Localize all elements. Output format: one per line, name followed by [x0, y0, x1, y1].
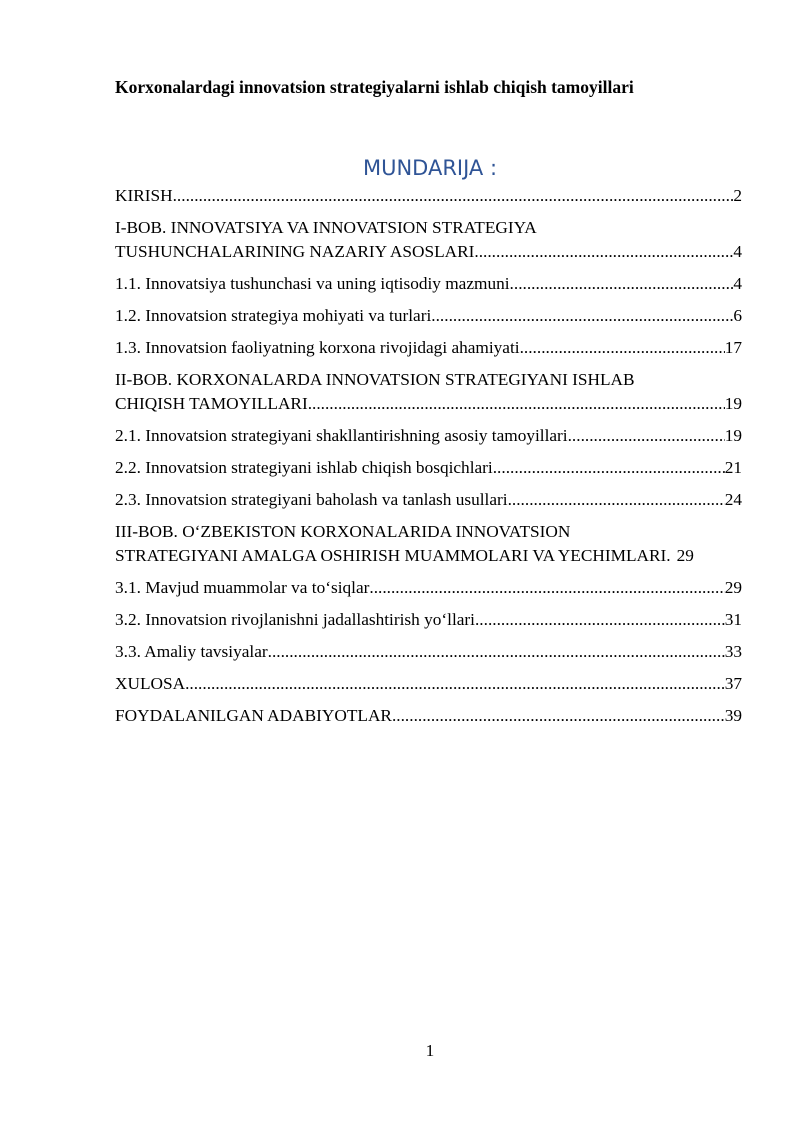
- toc-entry-line: [115, 272, 742, 296]
- page-number: 1: [425, 1041, 435, 1060]
- toc-entry-title: 2.1. Innovatsion strategiyani shakllantirishning asosiy tamoyillari: [115, 426, 568, 445]
- toc-entry-page-number: 19: [724, 426, 742, 445]
- toc-entry-title: 3.3. Amaliy tavsiyalar: [115, 642, 268, 661]
- toc-entry-title: 1.1. Innovatsiya tushunchasi va uning iqtisodiy mazmuni: [115, 274, 510, 293]
- dot-leader: [185, 672, 725, 696]
- document-title: Korxonalardagi innovatsion strategiyalarni ishlab chiqish tamoyillari: [115, 77, 634, 97]
- toc-entry-title: 2.3. Innovatsion strategiyani baholash va tanlash usullari: [115, 490, 508, 509]
- toc-entry-line: [115, 608, 742, 632]
- toc-entry[interactable]: [115, 608, 742, 632]
- toc-entry-title: 1.2. Innovatsion strategiya mohiyati va turlari: [115, 306, 432, 325]
- toc-entry-page-number: 33: [724, 642, 742, 661]
- dot-leader: [520, 336, 725, 360]
- toc-entry-line: [115, 240, 742, 264]
- toc-entry-line: [115, 392, 742, 416]
- toc-entry[interactable]: [115, 488, 742, 512]
- dot-leader: [369, 576, 724, 600]
- toc-entry-page-number: 6: [733, 306, 742, 325]
- toc-entry[interactable]: [115, 272, 742, 296]
- toc-entry[interactable]: [115, 704, 742, 728]
- toc-entry-page-number: 29: [724, 578, 742, 597]
- toc-entry-title: FOYDALANILGAN ADABIYOTLAR: [115, 706, 392, 725]
- dot-leader: [508, 488, 725, 512]
- toc-entry-page-number: 4: [733, 274, 742, 293]
- toc-entry[interactable]: [115, 672, 742, 696]
- toc-entry-page-number: 19: [724, 394, 742, 413]
- toc-entry-line: [115, 456, 742, 480]
- toc-entry-line: [115, 576, 742, 600]
- toc-entry-title: STRATEGIYANI AMALGA OSHIRISH MUAMMOLARI VA YECHIMLARI.: [115, 546, 671, 565]
- toc-entry[interactable]: [115, 216, 742, 264]
- toc-entry-title: KIRISH: [115, 186, 173, 205]
- toc-entry-page-number: 4: [733, 242, 742, 261]
- toc-entry[interactable]: [115, 304, 742, 328]
- toc-entry[interactable]: [115, 576, 742, 600]
- table-of-contents: [115, 184, 742, 736]
- toc-entry-heading-line: III-BOB. O‘ZBEKISTON KORXONALARIDA INNOVATSION: [115, 522, 571, 541]
- toc-entry-title: CHIQISH TAMOYILLARI: [115, 394, 308, 413]
- dot-leader: [392, 704, 725, 728]
- toc-entry-page-number: 37: [724, 674, 742, 693]
- toc-entry-title: 2.2. Innovatsion strategiyani ishlab chiqish bosqichlari: [115, 458, 493, 477]
- toc-entry[interactable]: [115, 520, 742, 568]
- toc-entry-line: [115, 704, 742, 728]
- dot-leader: [475, 608, 725, 632]
- toc-entry-heading-line: II-BOB. KORXONALARDA INNOVATSION STRATEGIYANI ISHLAB: [115, 370, 635, 389]
- dot-leader: [308, 392, 725, 416]
- toc-entry-line: [115, 488, 742, 512]
- toc-entry[interactable]: [115, 424, 742, 448]
- toc-entry-line: [115, 672, 742, 696]
- toc-entry-line: [115, 640, 742, 664]
- toc-entry-page-number: 21: [724, 458, 742, 477]
- toc-entry-title: 3.1. Mavjud muammolar va to‘siqlar: [115, 578, 370, 597]
- dot-leader: [510, 272, 734, 296]
- toc-entry-page-number: 17: [724, 338, 742, 357]
- toc-entry-page-number: 39: [724, 706, 742, 725]
- toc-entry-title: XULOSA: [115, 674, 186, 693]
- toc-entry[interactable]: [115, 184, 742, 208]
- toc-entry-line: [115, 304, 742, 328]
- toc-entry-line: [115, 544, 742, 568]
- toc-entry-title: TUSHUNCHALARINING NAZARIY ASOSLARI: [115, 242, 475, 261]
- toc-entry-line: [115, 184, 742, 208]
- toc-heading: MUNDARIJA :: [362, 156, 498, 180]
- dot-leader: [431, 304, 733, 328]
- toc-entry-page-number: 31: [724, 610, 742, 629]
- toc-entry-page-number: 29: [676, 546, 694, 565]
- toc-entry-page-number: 2: [733, 186, 742, 205]
- toc-entry[interactable]: [115, 640, 742, 664]
- dot-leader: [474, 240, 733, 264]
- dot-leader: [493, 456, 725, 480]
- toc-entry[interactable]: [115, 368, 742, 416]
- toc-entry[interactable]: [115, 456, 742, 480]
- toc-entry[interactable]: [115, 336, 742, 360]
- toc-entry-line: [115, 336, 742, 360]
- dot-leader: [268, 640, 725, 664]
- toc-entry-title: 1.3. Innovatsion faoliyatning korxona rivojidagi ahamiyati: [115, 338, 520, 357]
- toc-entry-title: 3.2. Innovatsion rivojlanishni jadallashtirish yo‘llari: [115, 610, 475, 629]
- toc-entry-page-number: 24: [724, 490, 742, 509]
- dot-leader: [568, 424, 725, 448]
- dot-leader: [173, 184, 734, 208]
- toc-entry-heading-line: I-BOB. INNOVATSIYA VA INNOVATSION STRATEGIYA: [115, 218, 537, 237]
- toc-entry-line: [115, 424, 742, 448]
